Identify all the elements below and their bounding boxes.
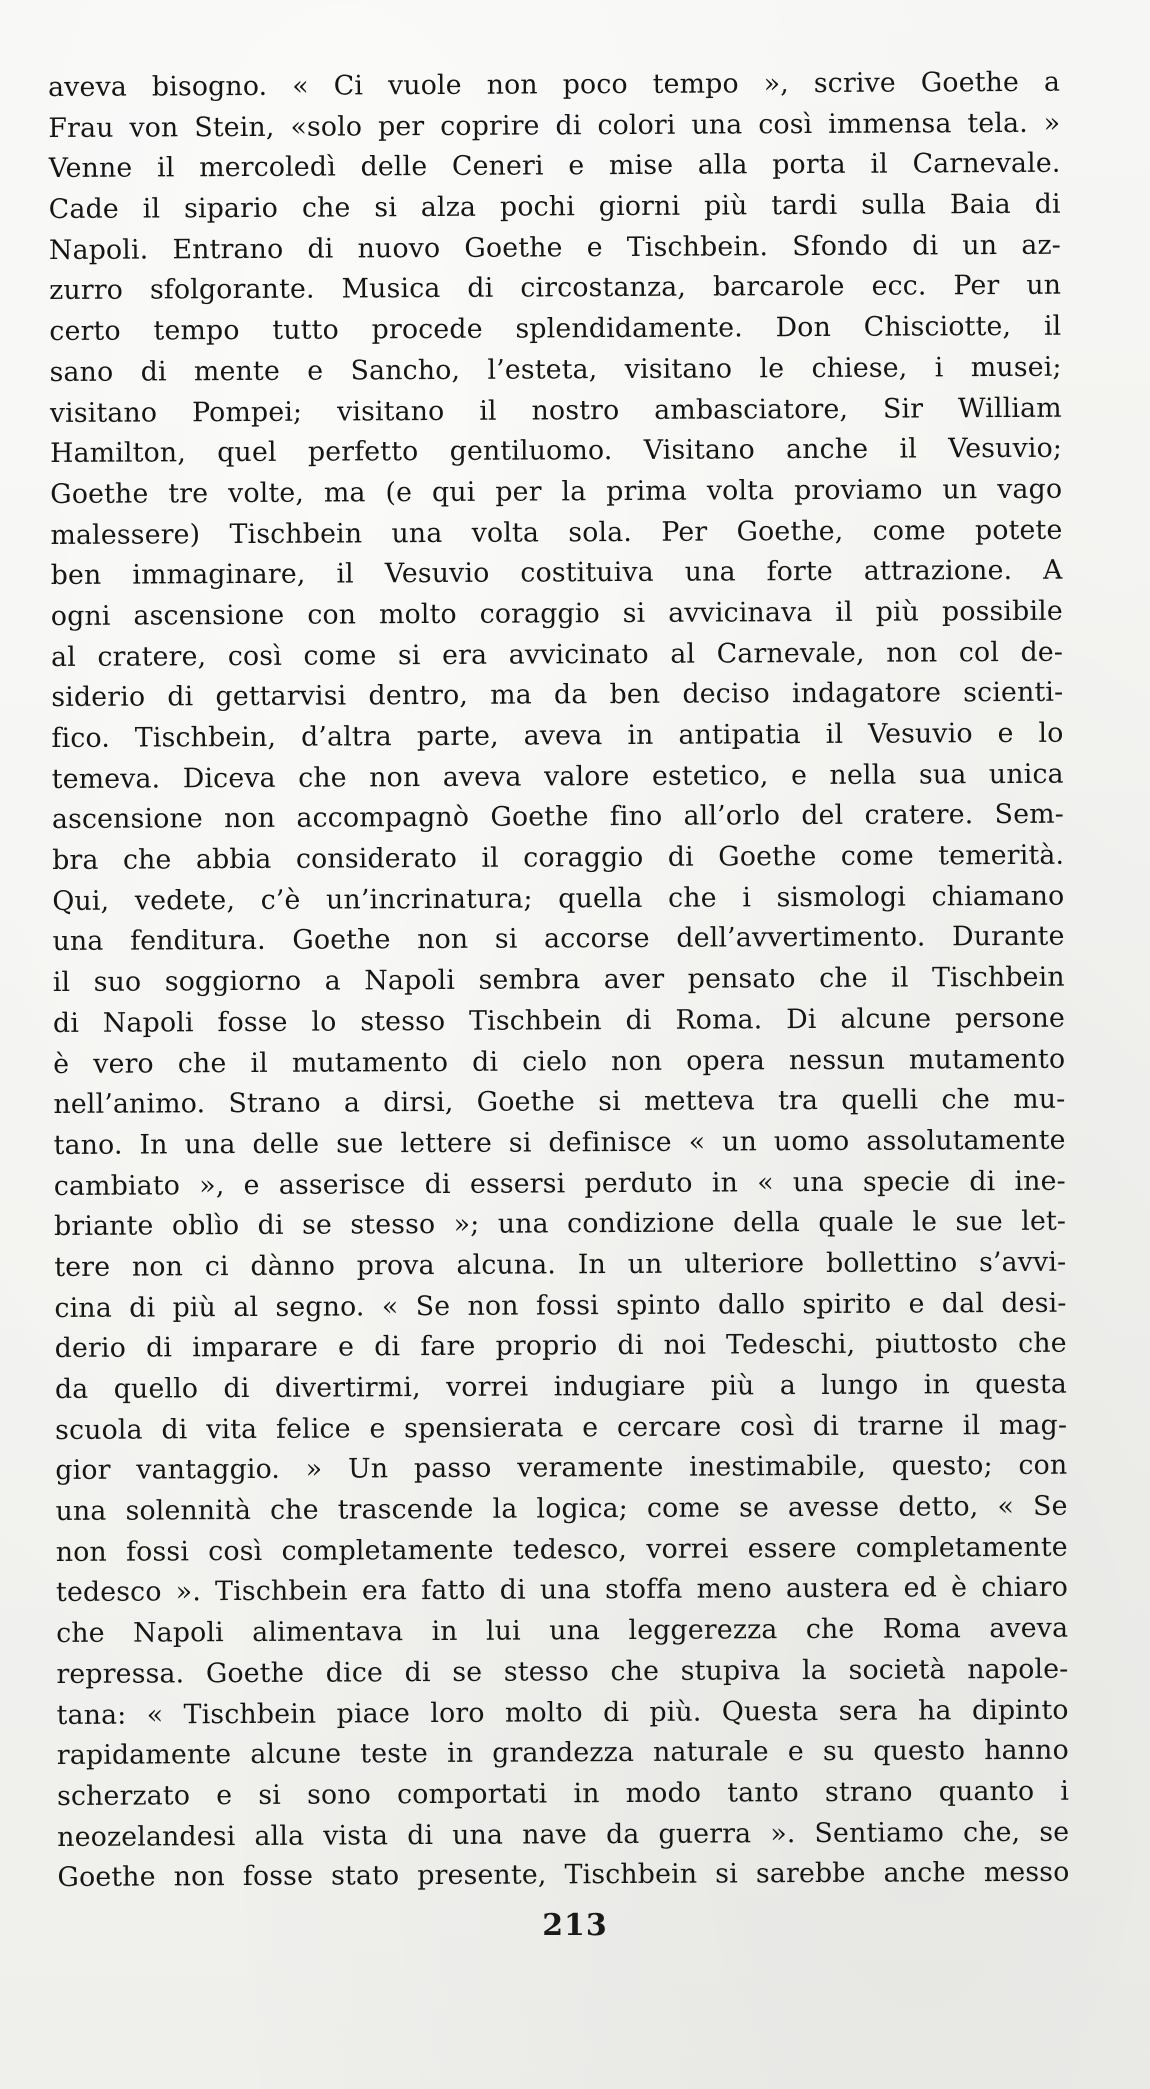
text-line: Napoli. Entrano di nuovo Goethe e Tischbein. Sfondo di un az- [48,229,1062,266]
text-line: Goethe tre volte, ma (e qui per la prima volta proviamo un vago [50,473,1063,510]
text-line: ogni ascensione con molto coraggio si avvicinava il più possibile [50,595,1063,632]
text-line: scuola di vita felice e spensierata e cercare così di trarne il mag- [55,1409,1068,1446]
text-line: ben immaginare, il Vesuvio costituiva una forte attrazione. A [50,554,1063,592]
text-line: Goethe non fosse stato presente, Tischbein si sarebbe anche messo [57,1856,1070,1894]
text-line: cambiato », e asserisce di essersi perduto in « una specie di ine- [53,1165,1066,1202]
text-line: zurro sfolgorante. Musica di circostanza, barcarole ecc. Per un [49,270,1062,307]
text-line: siderio di gettarvisi dentro, ma da ben deciso indagatore scienti- [51,677,1064,714]
text-line: sano di mente e Sancho, l’esteta, visitano le chiese, i musei; [49,351,1062,388]
text-line: da quello di divertirmi, vorrei indugiare più a lungo in questa [54,1368,1067,1405]
text-line: Venne il mercoledì delle Ceneri e mise alla porta il Carnevale. [48,148,1061,185]
text-line: tana: « Tischbein piace loro molto di più. Questa sera ha dipinto [56,1694,1069,1731]
text-line: Cade il sipario che si alza pochi giorni più tardi sulla Baia di [48,188,1061,226]
text-line: è vero che il mutamento di cielo non opera nessun mutamento [53,1043,1066,1080]
text-line: briante oblìo di se stesso »; una condizione della quale le sue let- [53,1205,1067,1243]
text-line: derio di imparare e di fare proprio di noi Tedeschi, piuttosto che [54,1327,1067,1365]
text-line: una fenditura. Goethe non si accorse dell’avvertimento. Durante [52,921,1065,958]
text-line: visitano Pompei; visitano il nostro ambasciatore, Sir William [49,392,1062,429]
text-line: cina di più al segno. « Se non fossi spinto dallo spirito e dal desi- [54,1287,1067,1324]
text-line: repressa. Goethe dice di se stesso che stupiva la società napole- [56,1653,1069,1690]
text-line: nell’animo. Strano a dirsi, Goethe si metteva tra quelli che mu- [53,1083,1066,1121]
text-line: tedesco ». Tischbein era fatto di una stoffa meno austera ed è chiaro [55,1572,1069,1609]
text-line: neozelandesi alla vista di una nave da guerra ». Sentiamo che, se [57,1816,1070,1853]
text-line: certo tempo tutto procede splendidamente. Don Chisciotte, il [49,310,1062,348]
text-line: rapidamente alcune teste in grandezza naturale e su questo hanno [56,1734,1069,1772]
text-line: scherzato e si sono comportati in modo tanto strano quanto i [56,1775,1070,1812]
text-line: non fossi così completamente tedesco, vorrei essere completamente [55,1531,1068,1568]
text-line: temeva. Diceva che non aveva valore estetico, e nella sua unica [51,758,1064,795]
text-line: di Napoli fosse lo stesso Tischbein di Roma. Di alcune persone [52,1002,1066,1039]
body-text [48,63,1070,1899]
text-line: Qui, vedete, c’è un’incrinatura; quella che i sismologi chiamano [52,880,1065,917]
text-line: fico. Tischbein, d’altra parte, aveva in antipatia il Vesuvio e lo [51,717,1064,754]
text-line: Frau von Stein, «solo per coprire di colori una così immensa tela. » [48,107,1061,144]
text-line: tano. In una delle sue lettere si definisce « un uomo assolutamente [53,1124,1066,1161]
text-line: malessere) Tischbein una volta sola. Per Goethe, come potete [50,514,1063,551]
page-number: 213 [542,1908,608,1943]
text-line: Hamilton, quel perfetto gentiluomo. Visitano anche il Vesuvio; [49,432,1063,470]
text-line: una solennità che trascende la logica; come se avesse detto, « Se [55,1490,1068,1528]
text-line: aveva bisogno. « Ci vuole non poco tempo », scrive Goethe a [48,66,1061,103]
text-line: al cratere, così come si era avvicinato al Carnevale, non col de- [51,636,1064,673]
text-line: gior vantaggio. » Un passo veramente inestimabile, questo; con [55,1450,1068,1487]
text-line: bra che abbia considerato il coraggio di Goethe come temerità. [52,839,1065,877]
text-line: ascensione non accompagnò Goethe fino all’orlo del cratere. Sem- [51,799,1065,836]
text-line: tere non ci dànno prova alcuna. In un ulteriore bollettino s’avvi- [54,1246,1067,1283]
text-line: che Napoli alimentava in lui una leggerezza che Roma aveva [56,1612,1069,1650]
text-line: il suo soggiorno a Napoli sembra aver pensato che il Tischbein [52,961,1065,999]
